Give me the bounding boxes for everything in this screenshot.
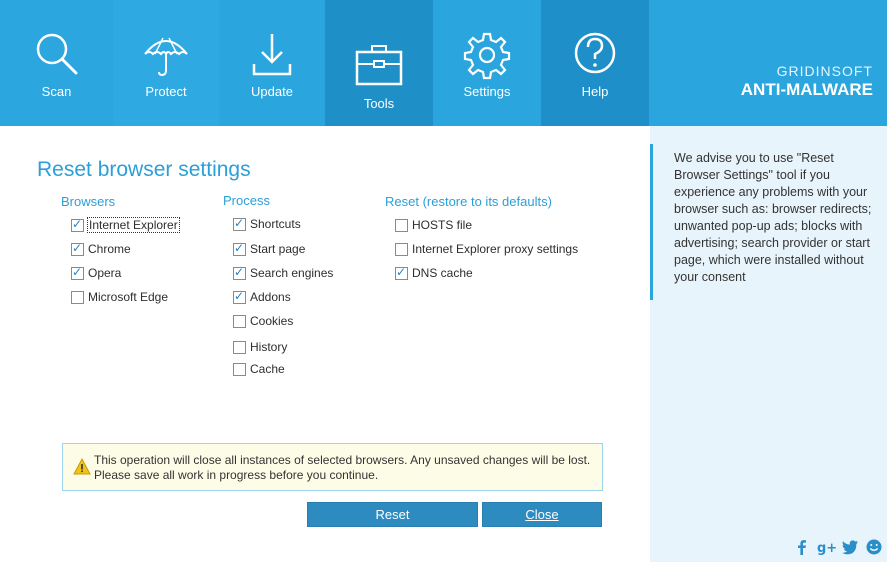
tab-update[interactable]: [219, 0, 325, 126]
brand-logo: [649, 0, 887, 126]
question-icon: [570, 30, 620, 80]
checkbox-history[interactable]: [233, 340, 287, 354]
checkbox-chrome[interactable]: [71, 242, 131, 256]
checkbox-internet-explorer[interactable]: [71, 218, 179, 232]
checkbox-label: Internet Explorer: [89, 218, 178, 232]
checkbox-icon: [233, 267, 246, 280]
checkbox-label: Search engines: [250, 266, 334, 280]
checkbox-label: Opera: [88, 266, 122, 280]
main-toolbar: [0, 0, 887, 126]
checkbox-label: Addons: [250, 290, 291, 304]
checkbox-cache[interactable]: [233, 362, 285, 376]
checkbox-label: DNS cache: [412, 266, 473, 280]
checkbox-icon: [233, 341, 246, 354]
checkbox-ie-proxy-settings[interactable]: [395, 242, 578, 256]
browsers-heading: Browsers: [61, 194, 116, 209]
checkbox-label: History: [250, 340, 288, 354]
svg-text:g+: g+: [817, 541, 838, 556]
close-button-label: Close: [525, 507, 559, 522]
checkbox-icon: [233, 243, 246, 256]
warning-box: [62, 443, 603, 491]
download-icon: [247, 30, 297, 80]
smiley-icon[interactable]: [865, 538, 883, 556]
gear-icon: [462, 30, 512, 80]
tab-tools[interactable]: [325, 0, 433, 138]
brand-company: GRIDINSOFT: [776, 63, 873, 79]
checkbox-icon: [233, 315, 246, 328]
checkbox-icon: [395, 219, 408, 232]
checkbox-icon: [71, 243, 84, 256]
magnifier-icon: [32, 30, 82, 80]
checkbox-icon: [71, 267, 84, 280]
tab-tools-label: Tools: [363, 96, 395, 111]
tab-scan-label: Scan: [41, 84, 72, 99]
checkbox-dns-cache[interactable]: [395, 266, 473, 280]
tab-help[interactable]: [541, 0, 649, 126]
checkbox-label: Cache: [250, 362, 285, 376]
tab-help-label: Help: [581, 84, 609, 99]
social-links: [793, 538, 883, 556]
checkbox-icon: [395, 243, 408, 256]
checkbox-hosts-file[interactable]: [395, 218, 472, 232]
facebook-icon[interactable]: [793, 538, 811, 556]
side-accent-bar: [650, 144, 653, 300]
tab-update-label: Update: [251, 84, 293, 99]
google-plus-icon[interactable]: [817, 538, 838, 556]
page-title: Reset browser settings: [37, 158, 251, 181]
checkbox-opera[interactable]: [71, 266, 121, 280]
brand-product: ANTI-MALWARE: [740, 80, 873, 99]
checkbox-label: Cookies: [250, 314, 294, 328]
checkbox-label: Shortcuts: [250, 217, 301, 231]
checkbox-start-page[interactable]: [233, 242, 305, 256]
checkbox-search-engines[interactable]: [233, 266, 333, 280]
tab-scan[interactable]: [0, 0, 113, 126]
checkbox-addons[interactable]: [233, 290, 291, 304]
toolbox-icon: [354, 42, 404, 92]
tab-protect-label: Protect: [145, 84, 187, 99]
checkbox-label: Start page: [250, 242, 306, 256]
warning-line-2: Please save all work in progress before you continue.: [94, 468, 379, 482]
checkbox-cookies[interactable]: [233, 314, 293, 328]
warning-text: [94, 453, 590, 483]
checkbox-icon: [395, 267, 408, 280]
checkbox-shortcuts[interactable]: [233, 217, 301, 231]
checkbox-label: Microsoft Edge: [88, 290, 169, 304]
reset-button-label: Reset: [375, 507, 410, 522]
checkbox-icon: [233, 363, 246, 376]
checkbox-icon: [233, 218, 246, 231]
warning-line-1: This operation will close all instances of selected browsers. Any unsaved changes will be lost.: [94, 453, 591, 467]
checkbox-microsoft-edge[interactable]: [71, 290, 168, 304]
checkbox-label: HOSTS file: [412, 218, 473, 232]
twitter-icon[interactable]: [841, 538, 859, 556]
umbrella-icon: [141, 30, 191, 80]
side-panel: [650, 126, 887, 562]
warning-icon: [73, 458, 91, 476]
advice-text: We advise you to use "Reset Browser Settings" tool if you experience any problems with your browser such as: browser redirects; unwanted pop-up ads; blocks with advertising; search provider or start page, which were installed without your consent: [674, 151, 872, 284]
checkbox-icon: [233, 291, 246, 304]
checkbox-label: Internet Explorer proxy settings: [412, 242, 579, 256]
tab-settings[interactable]: [433, 0, 541, 126]
checkbox-label: Chrome: [88, 242, 131, 256]
checkbox-icon: [71, 219, 84, 232]
checkbox-icon: [71, 291, 84, 304]
tab-settings-label: Settings: [463, 84, 511, 99]
close-button[interactable]: [482, 502, 602, 527]
process-heading: Process: [223, 193, 270, 208]
reset-heading: Reset (restore to its defaults): [385, 194, 552, 209]
main-panel: [0, 126, 650, 562]
tab-protect[interactable]: [113, 0, 219, 126]
reset-button[interactable]: [307, 502, 478, 527]
